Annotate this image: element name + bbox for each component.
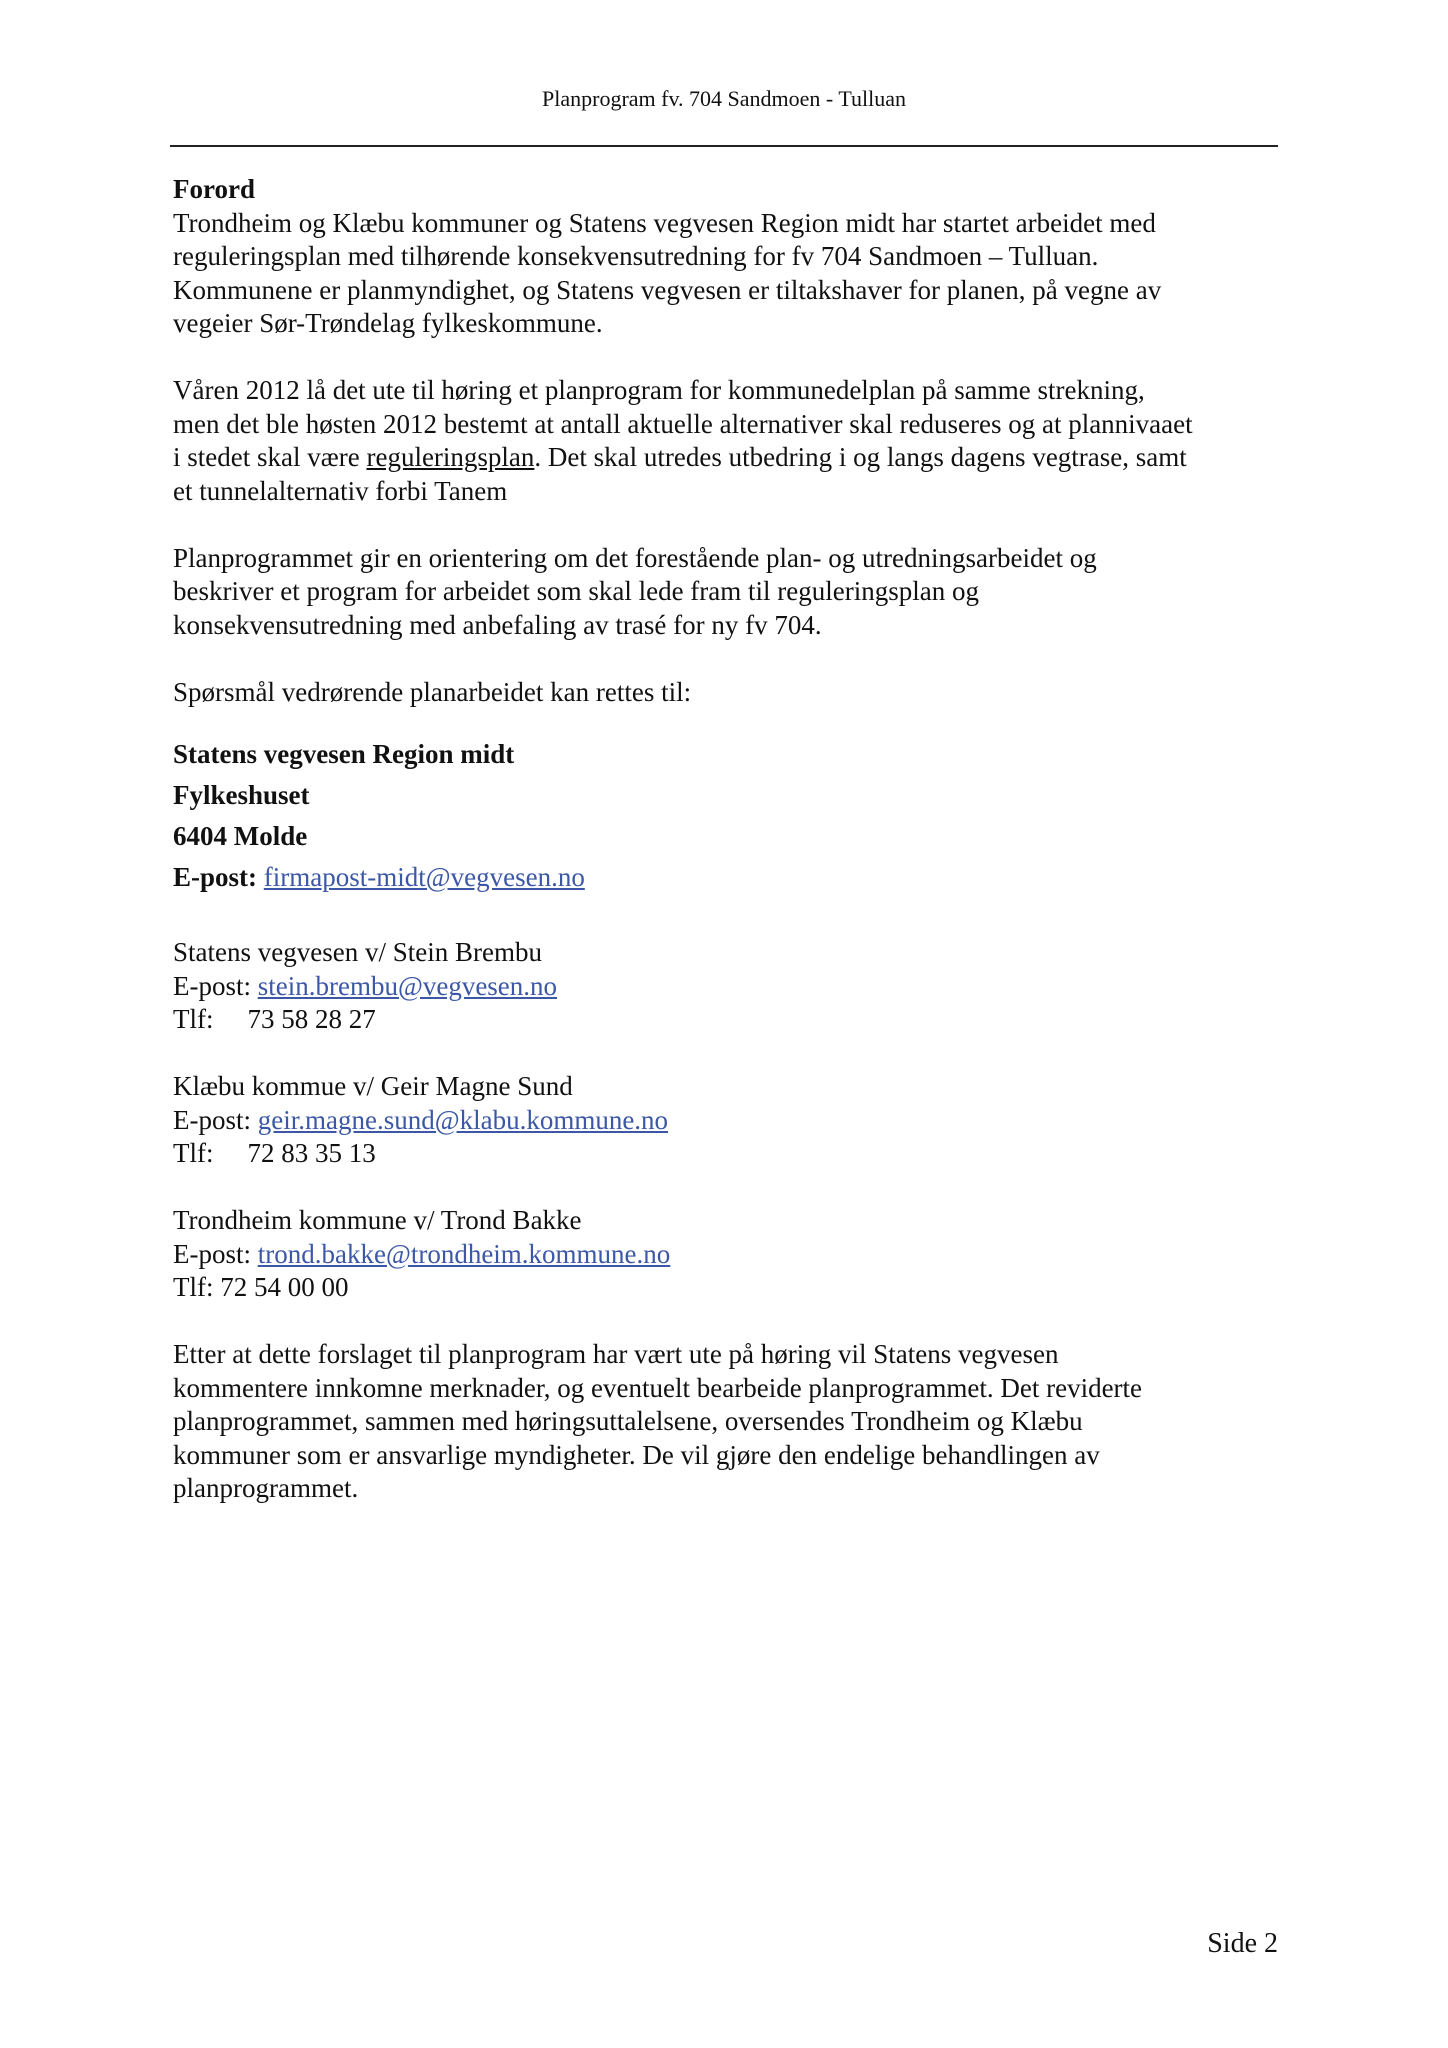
header-rule bbox=[170, 145, 1278, 147]
para2-line-1: Våren 2012 lå det ute til høring et planprogram for kommunedelplan på samme strekning, bbox=[173, 375, 1145, 405]
closing-line-4: kommuner som er ansvarlige myndigheter. De vil gjøre den endelige behandlingen av bbox=[173, 1439, 1100, 1470]
page-number: Side 2 bbox=[1207, 1928, 1278, 1959]
address-email-link[interactable]: firmapost-midt@vegvesen.no bbox=[263, 862, 585, 892]
contact-name: Trondheim kommune v/ Trond Bakke bbox=[173, 1205, 582, 1235]
para3-line-1: Planprogrammet gir en orientering om det forestående plan- og utredningsarbeidet og bbox=[173, 542, 1097, 573]
forord-line-4: vegeier Sør-Trøndelag fylkeskommune. bbox=[173, 308, 603, 338]
question-line: Spørsmål vedrørende planarbeidet kan rettes til: bbox=[173, 676, 692, 707]
contact-email-row bbox=[173, 1104, 1273, 1138]
contact-block bbox=[173, 1070, 1273, 1171]
address-building: Fylkeshuset bbox=[173, 780, 310, 810]
para2-line-3 bbox=[173, 441, 1273, 475]
contact-tlf-label: Tlf: bbox=[173, 1004, 214, 1034]
contact-tlf-value: 72 83 35 13 bbox=[247, 1138, 376, 1168]
address-email-row bbox=[173, 857, 1273, 898]
para3-line-2: beskriver et program for arbeidet som skal lede fram til reguleringsplan og bbox=[173, 576, 979, 606]
document-body bbox=[173, 173, 1273, 1506]
page-header: Planprogram fv. 704 Sandmoen - Tulluan bbox=[542, 86, 906, 111]
contact-block bbox=[173, 1204, 1273, 1305]
forord-line-3: Kommunene er planmyndighet, og Statens vegvesen er tiltakshaver for planen, på vegne av bbox=[173, 274, 1162, 305]
closing-line-2: kommentere innkomne merknader, og eventuelt bearbeide planprogrammet. Det reviderte bbox=[173, 1372, 1143, 1403]
reguleringsplan-term: reguleringsplan bbox=[366, 442, 535, 472]
contact-name: Klæbu kommue v/ Geir Magne Sund bbox=[173, 1071, 573, 1101]
para3-line-3: konsekvensutredning med anbefaling av trasé for ny fv 704. bbox=[173, 609, 822, 640]
para2-line-3-post: . Det skal utredes utbedring i og langs dagens vegtrase, samt bbox=[534, 442, 1187, 472]
para2-line-4: et tunnelalternativ forbi Tanem bbox=[173, 475, 508, 506]
contact-email-row bbox=[173, 1238, 1273, 1272]
contact-tlf-row bbox=[173, 1137, 1273, 1171]
address-email-label: E-post: bbox=[173, 862, 258, 892]
contact-email-link[interactable]: trond.bakke@trondheim.kommune.no bbox=[257, 1238, 671, 1269]
forord-line-1: Trondheim og Klæbu kommuner og Statens vegvesen Region midt har startet arbeidet med bbox=[173, 207, 1156, 238]
contact-email-label: E-post: bbox=[173, 970, 251, 1001]
contact-block bbox=[173, 936, 1273, 1037]
contact-tlf-row bbox=[173, 1003, 1273, 1037]
contact-email-link[interactable]: stein.brembu@vegvesen.no bbox=[257, 970, 558, 1001]
closing-line-5: planprogrammet. bbox=[173, 1473, 359, 1503]
contact-email-link[interactable]: geir.magne.sund@klabu.kommune.no bbox=[257, 1104, 669, 1135]
forord-line-2: reguleringsplan med tilhørende konsekvensutredning for fv 704 Sandmoen – Tulluan. bbox=[173, 241, 1099, 271]
para2-line-2: men det ble høsten 2012 bestemt at antall aktuelle alternativer skal reduseres og at plannivaaet bbox=[173, 408, 1193, 439]
closing-line-3: planprogrammet, sammen med høringsuttalelsene, oversendes Trondheim og Klæbu bbox=[173, 1406, 1083, 1436]
address-org: Statens vegvesen Region midt bbox=[173, 739, 515, 769]
contact-tlf-label: Tlf: bbox=[173, 1138, 214, 1168]
contact-email-label: E-post: bbox=[173, 1238, 251, 1269]
contact-tlf-row bbox=[173, 1271, 1273, 1305]
contact-email-label: E-post: bbox=[173, 1104, 251, 1135]
contact-email-row bbox=[173, 970, 1273, 1004]
section-heading: Forord bbox=[173, 174, 255, 204]
contact-tlf-label: Tlf: bbox=[173, 1272, 214, 1302]
closing-line-1: Etter at dette forslaget til planprogram har vært ute på høring vil Statens vegvesen bbox=[173, 1339, 1059, 1369]
address-block bbox=[173, 734, 1273, 898]
contact-name: Statens vegvesen v/ Stein Brembu bbox=[173, 937, 542, 967]
address-city: 6404 Molde bbox=[173, 821, 308, 851]
contact-tlf-value: 72 54 00 00 bbox=[220, 1272, 349, 1302]
contact-tlf-value: 73 58 28 27 bbox=[247, 1004, 376, 1034]
para2-line-3-pre: i stedet skal være bbox=[173, 442, 367, 472]
